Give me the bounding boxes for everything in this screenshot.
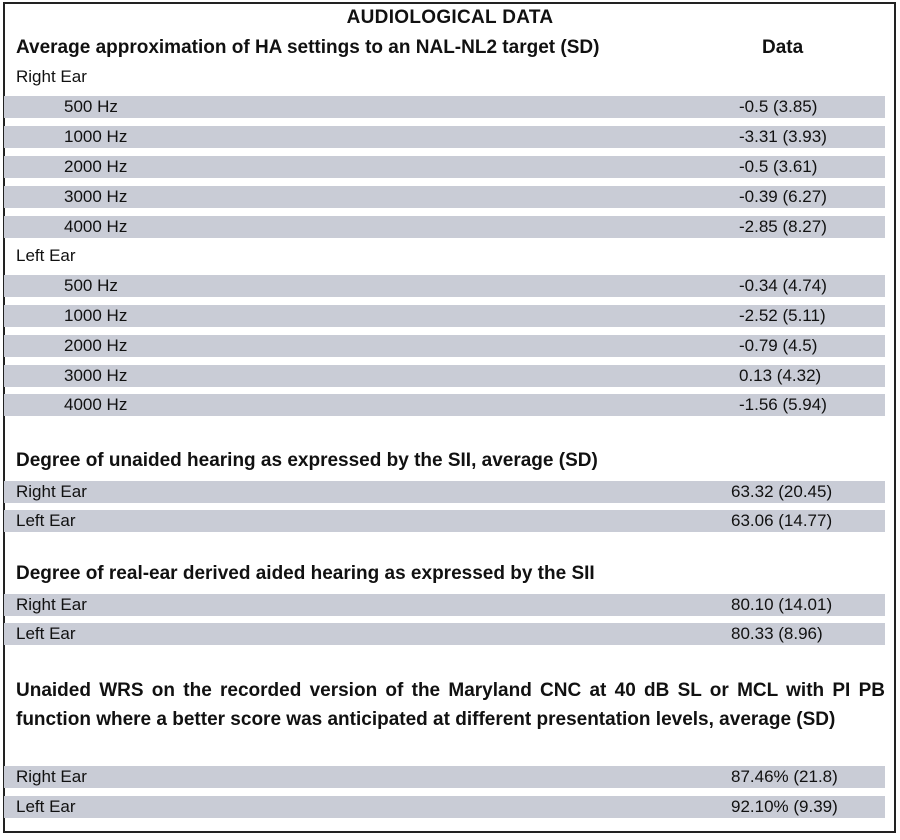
row-value: 92.10% (9.39) [731,797,838,816]
row-label: Left Ear [16,797,76,816]
table-row [4,216,885,238]
row-value: 0.13 (4.32) [739,366,822,385]
data-column-header: Data [762,37,804,58]
row-value: -0.34 (4.74) [739,276,827,295]
row-label: 3000 Hz [64,366,128,385]
table-row [4,365,885,387]
wrs-heading: Unaided WRS on the recorded version of the Maryland CNC at 40 dB SL or MCL with PI PB function where a better score was anticipated at different presentation levels, average (SD) [16,680,885,730]
row-label: 500 Hz [64,97,118,116]
row-value: -1.56 (5.94) [739,395,827,414]
row-label: 3000 Hz [64,187,128,206]
table-row [4,186,885,208]
row-label: 2000 Hz [64,157,128,176]
row-value: -3.31 (3.93) [739,127,827,146]
row-label: Right Ear [16,482,87,501]
table-row [4,394,885,416]
row-value: -0.79 (4.5) [739,336,818,355]
table-row [4,156,885,178]
table-row [4,305,885,327]
row-value: 87.46% (21.8) [731,767,838,786]
row-label: Right Ear [16,767,87,786]
row-label: 1000 Hz [64,306,128,325]
row-value: -0.39 (6.27) [739,187,827,206]
row-value: -2.52 (5.11) [739,306,826,325]
row-label: 1000 Hz [64,127,128,146]
row-label: 4000 Hz [64,217,128,236]
table-row [4,594,885,616]
row-value: -2.85 (8.27) [739,217,827,236]
table-row [4,510,885,532]
table-row [4,766,885,788]
table-row [4,335,885,357]
table-row [4,126,885,148]
row-label: 4000 Hz [64,395,128,414]
table-row [4,96,885,118]
sii-unaided-heading: Degree of unaided hearing as expressed by the SII, average (SD) [16,450,598,471]
row-value: 63.06 (14.77) [731,511,833,530]
table-title: AUDIOLOGICAL DATA [346,7,554,28]
row-value: 80.10 (14.01) [731,595,833,614]
row-label: Left Ear [16,624,76,643]
row-value: 80.33 (8.96) [731,624,823,643]
table-row [4,623,885,645]
row-value: -0.5 (3.85) [739,97,818,116]
row-value: -0.5 (3.61) [739,157,818,176]
table-row [4,275,885,297]
row-label: Right Ear [16,595,87,614]
sii-aided-heading: Degree of real-ear derived aided hearing as expressed by the SII [16,563,595,584]
row-label: 500 Hz [64,276,118,295]
nal-section-heading: Average approximation of HA settings to an NAL-NL2 target (SD) [16,37,600,58]
table-row [4,481,885,503]
row-label: 2000 Hz [64,336,128,355]
table-row [4,796,885,818]
left-ear-subheading: Left Ear [16,246,76,265]
right-ear-subheading: Right Ear [16,67,87,86]
row-value: 63.32 (20.45) [731,482,833,501]
row-label: Left Ear [16,511,76,530]
